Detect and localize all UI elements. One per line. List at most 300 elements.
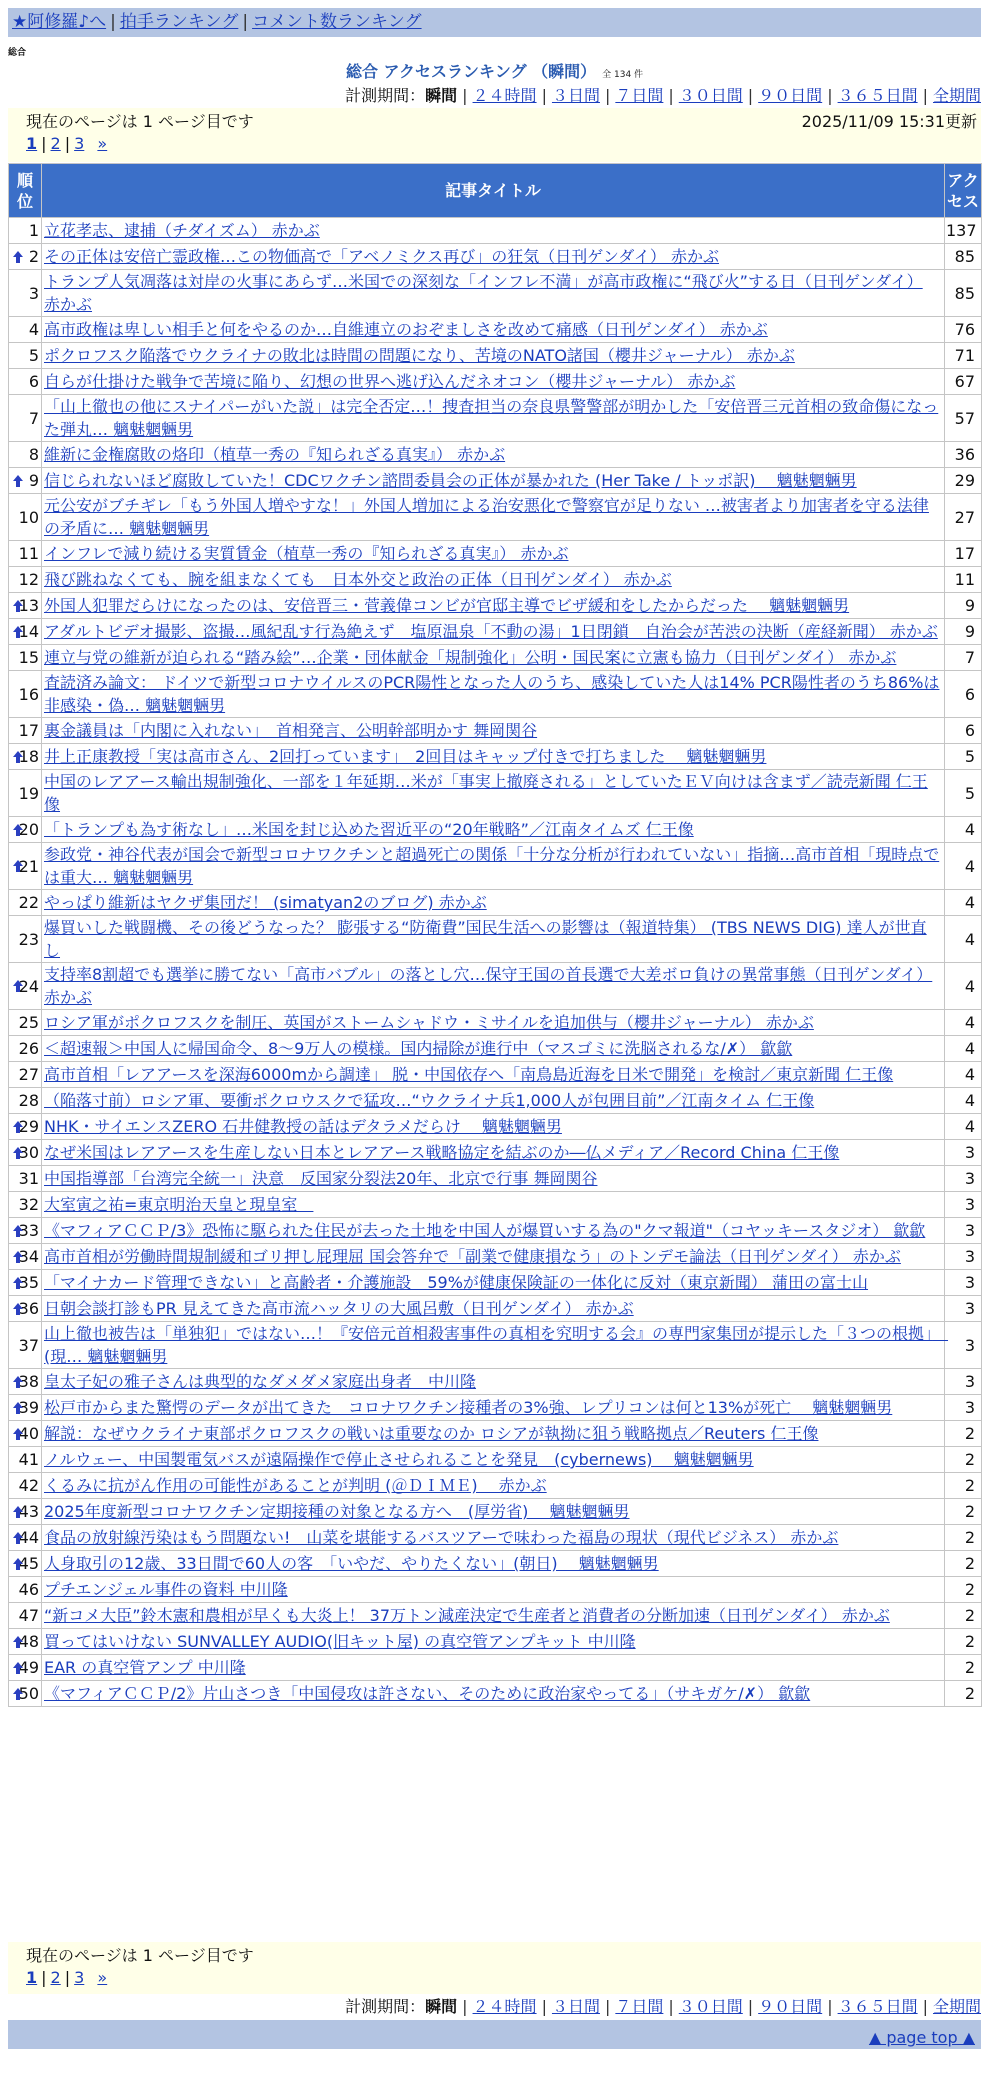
rank-number: 47 [18, 1606, 39, 1625]
article-title-link[interactable]: ポクロフスク陥落でウクライナの敗北は時間の問題になり、苦境のNATO諸国（櫻井ジャーナル） 赤かぶ [44, 346, 795, 365]
access-count: 4 [945, 1062, 982, 1088]
rank-cell [9, 1369, 42, 1395]
article-title-link[interactable]: 「山上徹也の他にスナイパーがいた説」は完全否定…！捜査担当の奈良県警警部が明かした「安倍晋三元首相の致命傷になった弾丸… 魑魅魍魎男 [44, 397, 939, 439]
title-cell [42, 1244, 945, 1270]
table-row [9, 1603, 982, 1629]
period-separator: | [747, 1997, 754, 2016]
access-count: 57 [945, 395, 982, 442]
rank-number: 24 [18, 976, 39, 996]
page-separator: | [64, 134, 71, 153]
title-cell [42, 395, 945, 442]
rank-number: 28 [18, 1091, 39, 1110]
table-row [9, 1369, 982, 1395]
table-row [9, 963, 982, 1010]
title-cell [42, 843, 945, 890]
table-row [9, 619, 982, 645]
title-cell [42, 468, 945, 494]
article-title-link[interactable]: 支持率8割超でも選挙に勝てない「高市バブル」の落とし穴…保守王国の首長選で大差ボロ負けの異常事態（日刊ゲンダイ） 赤かぶ [44, 965, 933, 1007]
nav-link-asyura[interactable]: ★阿修羅♪へ [12, 12, 107, 32]
rank-cell [9, 1447, 42, 1473]
access-count: 2 [945, 1525, 982, 1551]
table-row [9, 671, 982, 718]
rank-number: 41 [18, 1450, 39, 1469]
article-title-link[interactable]: 大室寅之祐=東京明治天皇と現皇室 [44, 1195, 314, 1214]
table-row [9, 770, 982, 817]
access-count: 3 [945, 1322, 982, 1369]
period-selector-bottom [345, 1996, 981, 2018]
title-cell [42, 671, 945, 718]
access-count: 7 [945, 645, 982, 671]
title-cell [42, 244, 945, 270]
rank-cell [9, 671, 42, 718]
access-count: 3 [945, 1218, 982, 1244]
nav-link-comment-ranking[interactable]: コメント数ランキング [252, 12, 422, 32]
table-row [9, 1166, 982, 1192]
table-row [9, 567, 982, 593]
article-title-link[interactable]: 外国人犯罪だらけになったのは、安倍晋三・菅義偉コンビが官邸主導でビザ緩和をしたからだった 魑魅魍魎男 [44, 596, 850, 615]
table-row [9, 817, 982, 843]
rank-cell [9, 770, 42, 817]
title-cell [42, 1369, 945, 1395]
rank-cell [9, 1088, 42, 1114]
page-info-bottom [8, 1942, 981, 1994]
table-row [9, 1010, 982, 1036]
article-title-link[interactable]: 《マフィアＣＣＰ/3》恐怖に駆られた住民が去った土地を中国人が爆買いする為の"クマ報道"（コヤッキースタジオ） 歙歙 [44, 1221, 926, 1240]
article-title-link[interactable]: やっぱり維新はヤクザ集団だ！ (simatyan2のブログ) 赤かぶ [44, 893, 487, 912]
access-count: 3 [945, 1140, 982, 1166]
page-link-3[interactable]: 3 [74, 1968, 85, 1987]
period-separator: | [922, 1997, 928, 2016]
title-cell [42, 541, 945, 567]
table-row [9, 1114, 982, 1140]
period-separator: | [541, 1997, 547, 2016]
period-label: 計測期間： [345, 86, 426, 105]
period-separator: | [462, 1997, 468, 2016]
access-count: 2 [945, 1421, 982, 1447]
title-cell [42, 645, 945, 671]
table-row [9, 1192, 982, 1218]
table-header-row [9, 164, 982, 218]
rank-cell [9, 218, 42, 244]
rank-number: 45 [18, 1554, 39, 1573]
table-row [9, 494, 982, 541]
title-cell [42, 817, 945, 843]
rank-cell [9, 494, 42, 541]
access-count: 4 [945, 1088, 982, 1114]
period-link[interactable]: ３０日間 [678, 1997, 743, 2016]
rank-number: 7 [28, 408, 39, 428]
article-title-link[interactable]: ノルウェー、中国製電気バスが遠隔操作で停止させられることを発見 (cybernews) 魑魅魍魎男 [44, 1450, 754, 1469]
article-title-link[interactable]: 松戸市からまた驚愕のデータが出てきた コロナワクチン接種者の3%強、レプリコンは何と13%が死亡 魑魅魍魎男 [44, 1398, 893, 1417]
article-title-link[interactable]: 日朝会談打診もPR 見えてきた高市流ハッタリの大風呂敷（日刊ゲンダイ） 赤かぶ [44, 1299, 634, 1318]
table-row [9, 593, 982, 619]
page-link-2[interactable]: 2 [50, 134, 61, 153]
period-link[interactable]: 全期間 [932, 86, 981, 105]
access-count: 29 [945, 468, 982, 494]
title-cell [42, 369, 945, 395]
page-link-1[interactable]: 1 [26, 1968, 38, 1987]
article-title-link[interactable]: 飛び跳ねなくても、腕を組まなくても 日本外交と政治の正体（日刊ゲンダイ） 赤かぶ [44, 570, 672, 589]
access-count: 11 [945, 567, 982, 593]
article-title-link[interactable]: 連立与党の維新が迫られる“踏み絵”…企業・団体献金「規制強化」公明・国民案に立憲も協力（日刊ゲンダイ） 赤かぶ [44, 648, 897, 667]
rank-cell [9, 619, 42, 645]
period-item-current: 瞬間 [425, 86, 458, 105]
title-cell [42, 1062, 945, 1088]
period-label: 計測期間： [345, 1997, 426, 2016]
title-cell [42, 1551, 945, 1577]
header-access: アクセス [945, 164, 982, 218]
period-separator: | [462, 86, 468, 105]
rank-number: 22 [18, 893, 39, 912]
access-count: 2 [945, 1655, 982, 1681]
rank-number: 46 [18, 1580, 39, 1599]
article-title-link[interactable]: 立花孝志、逮捕（チダイズム） 赤かぶ [44, 221, 320, 240]
rank-number: 9 [28, 471, 39, 490]
table-row [9, 1140, 982, 1166]
title-cell [42, 1395, 945, 1421]
article-title-link[interactable]: 食品の放射線汚染はもう問題ない! 山菜を堪能するバスツアーで味わった福島の現状（現代ビジネス） 赤かぶ [44, 1528, 839, 1547]
period-separator: | [922, 86, 928, 105]
table-row [9, 1218, 982, 1244]
period-link[interactable]: ３０日間 [678, 86, 743, 105]
access-count: 27 [945, 494, 982, 541]
rank-cell [9, 343, 42, 369]
article-title-link[interactable]: 井上正康教授「実は高市さん、2回打っています」 2回目はキャップ付きで打ちました 魑魅魍魎男 [44, 747, 767, 766]
rank-number: 23 [18, 929, 39, 949]
rank-number: 32 [18, 1195, 39, 1214]
period-separator: | [747, 86, 754, 105]
rank-cell [9, 1270, 42, 1296]
article-title-link[interactable]: EAR の真空管アンプ 中川隆 [44, 1658, 246, 1677]
title-cell [42, 1192, 945, 1218]
rank-cell [9, 567, 42, 593]
rank-cell [9, 1062, 42, 1088]
rank-number: 49 [18, 1658, 39, 1677]
rank-cell [9, 468, 42, 494]
table-row [9, 1551, 982, 1577]
rank-cell [9, 317, 42, 343]
access-count: 6 [945, 718, 982, 744]
article-title-link[interactable]: 査読済み論文： ドイツで新型コロナウイルスのPCR陽性となった人のうち、感染していた人は14% PCR陽性者のうち86%は非感染・偽… 魑魅魍魎男 [44, 673, 940, 715]
table-row [9, 1395, 982, 1421]
table-row [9, 270, 982, 317]
page-link-1[interactable]: 1 [26, 134, 38, 153]
article-title-link[interactable]: 高市首相「レアアースを深海6000mから調達」 脱・中国依存へ「南鳥島近海を日米で開発」を検討／東京新聞 仁王像 [44, 1065, 894, 1084]
access-count: 2 [945, 1473, 982, 1499]
rank-number: 39 [18, 1398, 39, 1417]
access-count: 4 [945, 963, 982, 1010]
table-row [9, 343, 982, 369]
title-cell [42, 1218, 945, 1244]
category-tag: 総合 [8, 48, 27, 58]
page-next-link[interactable]: » [97, 1968, 108, 1987]
article-title-link[interactable]: インフレで減り続ける実質賃金（植草一秀の『知られざる真実』） 赤かぶ [44, 544, 569, 563]
title-cell [42, 1525, 945, 1551]
article-title-link[interactable]: 「トランプも為す術なし」…米国を封じ込めた習近平の“20年戦略”／江南タイムズ 仁王像 [44, 820, 694, 839]
rank-number: 50 [18, 1684, 39, 1703]
table-row [9, 645, 982, 671]
rank-number: 4 [28, 320, 39, 339]
article-title-link[interactable]: 元公安がブチギレ「もう外国人増やすな！」外国人増加による治安悪化で警察官が足りない …被害者より加害者を守る法律の矛盾に… 魑魅魍魎男 [44, 496, 929, 538]
rank-cell [9, 718, 42, 744]
rank-cell [9, 1296, 42, 1322]
rank-number: 21 [18, 856, 39, 876]
rank-cell [9, 1499, 42, 1525]
rank-cell [9, 442, 42, 468]
article-title-link[interactable]: 2025年度新型コロナワクチン定期接種の対象となる方へ (厚労省) 魑魅魍魎男 [44, 1502, 630, 1521]
access-count: 137 [945, 218, 982, 244]
title-cell [42, 1036, 945, 1062]
table-row [9, 744, 982, 770]
title-cell [42, 718, 945, 744]
title-cell [42, 567, 945, 593]
table-row [9, 1244, 982, 1270]
access-count: 6 [945, 671, 982, 718]
title-cell [42, 442, 945, 468]
rank-number: 34 [18, 1247, 39, 1266]
title-cell [42, 593, 945, 619]
top-nav-bar [8, 8, 981, 37]
access-count: 2 [945, 1499, 982, 1525]
table-row [9, 1473, 982, 1499]
title-cell [42, 916, 945, 963]
rank-number: 11 [18, 544, 39, 563]
table-row [9, 1036, 982, 1062]
rank-cell [9, 369, 42, 395]
period-link[interactable]: 全期間 [932, 1997, 981, 2016]
rank-number: 5 [28, 346, 39, 365]
table-row [9, 1421, 982, 1447]
rank-number: 33 [18, 1221, 39, 1240]
rank-cell [9, 541, 42, 567]
title-cell [42, 1166, 945, 1192]
table-row [9, 317, 982, 343]
access-count: 67 [945, 369, 982, 395]
article-title-link[interactable]: ＜超速報＞中国人に帰国命令、8～9万人の模様。国内掃除が進行中（マスゴミに洗脳されるな/✗） 歙歙 [44, 1039, 793, 1058]
article-title-link[interactable]: 爆買いした戦闘機、その後どうなった？ 膨張する“防衛費”国民生活への影響は（報道特集） (TBS NEWS DIG) 達人が世直し [44, 918, 927, 960]
rank-number: 44 [18, 1528, 39, 1547]
article-title-link[interactable]: アダルトビデオ撮影、盗撮…風紀乱す行為絶えず 塩原温泉「不動の湯」1日閉鎖 自治会が苦渋の決断（産経新聞） 赤かぶ [44, 622, 938, 641]
article-title-link[interactable]: 裏金議員は「内閣に入れない」 首相発言、公明幹部明かす 舞岡関谷 [44, 721, 538, 740]
rank-cell [9, 1655, 42, 1681]
table-row [9, 468, 982, 494]
period-link[interactable]: ３日間 [551, 1997, 600, 2016]
article-title-link[interactable]: 「マイナカード管理できない」と高齢者・介護施設 59%が健康保険証の一体化に反対（東京新聞） 蒲田の富士山 [44, 1273, 869, 1292]
article-title-link[interactable]: なぜ米国はレアアースを生産しない日本とレアアース戦略協定を結ぶのか―仏メディア／Record China 仁王像 [44, 1143, 840, 1162]
rank-number: 26 [18, 1039, 39, 1058]
article-title-link[interactable]: 《マフィアＣＣＰ/2》片山さつき「中国侵攻は許さない、そのために政治家やってる」（サキガケ/✗） 歙歙 [44, 1684, 811, 1703]
rank-cell [9, 645, 42, 671]
title-cell [42, 744, 945, 770]
title-cell [42, 1603, 945, 1629]
title-cell [42, 1088, 945, 1114]
period-link[interactable]: ２４時間 [472, 86, 537, 105]
article-title-link[interactable]: トランプ人気凋落は対岸の火事にあらず…米国での深刻な「インフレ不満」が高市政権に“飛び火”する日（日刊ゲンダイ） 赤かぶ [44, 272, 923, 314]
table-row [9, 541, 982, 567]
title-cell [42, 343, 945, 369]
header-rank: 順位 [9, 164, 42, 218]
period-separator: | [604, 1997, 611, 2016]
access-count: 5 [945, 770, 982, 817]
title-cell [42, 218, 945, 244]
table-row [9, 1296, 982, 1322]
page-separator: | [64, 1968, 71, 1987]
table-row [9, 718, 982, 744]
nav-separator: | [110, 12, 116, 32]
article-title-link[interactable]: 人身取引の12歳、33日間で60人の客 「いやだ、やりたくない」(朝日) 魑魅魍魎男 [44, 1554, 659, 1573]
page-separator: | [41, 1968, 47, 1987]
rank-cell [9, 817, 42, 843]
rank-cell [9, 1322, 42, 1369]
rank-number: 20 [18, 820, 39, 839]
title-cell [42, 1473, 945, 1499]
period-link[interactable]: ２４時間 [472, 1997, 537, 2016]
rank-cell [9, 744, 42, 770]
table-row [9, 916, 982, 963]
access-count: 3 [945, 1270, 982, 1296]
article-title-link[interactable]: 高市首相が労働時間規制緩和ゴリ押し屁理屈 国会答弁で「副業で健康損なう」のトンデモ論法（日刊ゲンダイ） 赤かぶ [44, 1247, 901, 1266]
rank-number: 12 [18, 570, 39, 589]
footer-bar [8, 2020, 981, 2049]
rank-number: 15 [18, 648, 39, 667]
nav-link-applause-ranking[interactable]: 拍手ランキング [119, 12, 239, 32]
rank-cell [9, 1010, 42, 1036]
table-row [9, 1525, 982, 1551]
page-spacer [88, 1968, 93, 1987]
access-count: 4 [945, 916, 982, 963]
title-cell [42, 1577, 945, 1603]
rank-cell [9, 1681, 42, 1707]
title-cell [42, 1681, 945, 1707]
table-row [9, 1322, 982, 1369]
period-separator: | [668, 1997, 674, 2016]
access-count: 2 [945, 1551, 982, 1577]
article-title-link[interactable]: 信じられないほど腐敗していた！CDCワクチン諮問委員会の正体が暴かれた (Her Take / トッポ訳) 魑魅魍魎男 [44, 471, 857, 490]
article-title-link[interactable]: 山上徹也被告は「単独犯」ではない…！『安倍元首相殺害事件の真相を究明する会』の専門家集団が提示した「３つの根拠」 (現… 魑魅魍魎男 [44, 1324, 949, 1366]
updated-timestamp: 2025/11/09 15:31更新 [801, 112, 977, 131]
title-cell [42, 1655, 945, 1681]
table-row [9, 369, 982, 395]
rank-cell [9, 1114, 42, 1140]
access-count: 2 [945, 1603, 982, 1629]
access-count: 3 [945, 1296, 982, 1322]
table-row [9, 1088, 982, 1114]
period-separator: | [827, 1997, 833, 2016]
article-title-link[interactable]: 中国のレアアース輸出規制強化、一部を１年延期…米が「事実上撤廃される」としていたＥＶ向けは含まず／読売新聞 仁王像 [44, 772, 928, 814]
title-cell [42, 1010, 945, 1036]
table-row [9, 1447, 982, 1473]
rank-number: 29 [18, 1117, 39, 1136]
rank-cell [9, 1140, 42, 1166]
rank-cell [9, 1525, 42, 1551]
article-title-link[interactable]: “新コメ大臣”鈴木憲和農相が早くも大炎上！ 37万トン減産決定で生産者と消費者の分断加速（日刊ゲンダイ） 赤かぶ [44, 1606, 890, 1625]
period-link[interactable]: ３６５日間 [837, 86, 918, 105]
title-cell [42, 890, 945, 916]
article-title-link[interactable]: 解説：なぜウクライナ東部ポクロフスクの戦いは重要なのか ロシアが執拗に狙う戦略拠点／Reuters 仁王像 [44, 1424, 819, 1443]
title-cell [42, 963, 945, 1010]
period-link[interactable]: ７日間 [615, 86, 664, 105]
rank-number: 48 [18, 1632, 39, 1651]
page-link-3[interactable]: 3 [74, 134, 85, 153]
rank-number: 17 [18, 721, 39, 740]
title-cell [42, 494, 945, 541]
rank-cell [9, 843, 42, 890]
access-count: 2 [945, 1681, 982, 1707]
rank-cell [9, 270, 42, 317]
article-title-link[interactable]: プチエンジェル事件の資料 中川隆 [44, 1580, 288, 1599]
article-title-link[interactable]: 自らが仕掛けた戦争で苦境に陥り、幻想の世界へ逃げ込んだネオコン（櫻井ジャーナル） 赤かぶ [44, 372, 736, 391]
ranking-table [8, 163, 982, 1707]
page-link-2[interactable]: 2 [50, 1968, 61, 1987]
access-count: 3 [945, 1244, 982, 1270]
article-title-link[interactable]: 中国指導部「台湾完全統一」決意 反国家分裂法20年、北京で行事 舞岡関谷 [44, 1169, 598, 1188]
page-top-link[interactable]: ▲ page top ▲ [868, 2028, 975, 2047]
access-count: 5 [945, 744, 982, 770]
rank-cell [9, 1166, 42, 1192]
page-next-link[interactable]: » [97, 134, 108, 153]
header-title: 記事タイトル [42, 164, 945, 218]
period-link[interactable]: ３６５日間 [837, 1997, 918, 2016]
rank-number: 37 [18, 1335, 39, 1355]
period-separator: | [541, 86, 547, 105]
rank-cell [9, 1244, 42, 1270]
rank-number: 38 [18, 1372, 39, 1391]
article-title-link[interactable]: 高市政権は卑しい相手と何をやるのか…自維連立のおぞましさを改めて痛感（日刊ゲンダイ） 赤かぶ [44, 320, 768, 339]
access-count: 4 [945, 1114, 982, 1140]
rank-number: 36 [18, 1299, 39, 1318]
article-title-link[interactable]: その正体は安倍亡霊政権…この物価高で「アベノミクス再び」の狂気（日刊ゲンダイ） 赤かぶ [44, 247, 720, 266]
title-text: 総合 アクセスランキング （瞬間） [345, 62, 597, 81]
article-title-link[interactable]: （陥落寸前）ロシア軍、要衝ポクロウスクで猛攻…“ウクライナ兵1,000人が包囲目前”／江南タイム 仁王像 [44, 1091, 815, 1110]
rank-cell [9, 1551, 42, 1577]
rank-number: 30 [18, 1143, 39, 1162]
rank-number: 1 [28, 221, 39, 240]
rank-cell [9, 963, 42, 1010]
period-link[interactable]: ３日間 [551, 86, 600, 105]
rank-number: 10 [18, 507, 39, 527]
rank-cell [9, 1577, 42, 1603]
access-count: 85 [945, 244, 982, 270]
access-count: 3 [945, 1192, 982, 1218]
period-separator: | [827, 86, 833, 105]
title-cell [42, 1296, 945, 1322]
period-link[interactable]: ９０日間 [758, 1997, 823, 2016]
article-title-link[interactable]: NHK・サイエンスZERO 石井健教授の話はデタラメだらけ 魑魅魍魎男 [44, 1117, 562, 1136]
rank-number: 14 [18, 622, 39, 641]
article-title-link[interactable]: 皇太子妃の雅子さんは典型的なダメダメ家庭出身者 中川隆 [44, 1372, 477, 1391]
rank-number: 40 [18, 1424, 39, 1443]
current-page-text: 現在のページは 1 ページ目です [26, 112, 254, 131]
pagination [26, 1967, 981, 1989]
article-title-link[interactable]: 参政党・神谷代表が国会で新型コロナワクチンと超過死亡の関係「十分な分析が行われていない」指摘…高市首相「現時点では重大… 魑魅魍魎男 [44, 845, 940, 887]
period-separator: | [668, 86, 674, 105]
rank-number: 35 [18, 1273, 39, 1292]
rank-cell [9, 1036, 42, 1062]
article-title-link[interactable]: ロシア軍がポクロフスクを制圧、英国がストームシャドウ・ミサイルを追加供与（櫻井ジャーナル） 赤かぶ [44, 1013, 814, 1032]
title-cell [42, 619, 945, 645]
title-cell [42, 1447, 945, 1473]
access-count: 3 [945, 1166, 982, 1192]
article-title-link[interactable]: 買ってはいけない SUNVALLEY AUDIO(旧キット屋) の真空管アンプキット 中川隆 [44, 1632, 636, 1651]
period-link[interactable]: ９０日間 [758, 86, 823, 105]
period-link[interactable]: ７日間 [615, 1997, 664, 2016]
rank-number: 42 [18, 1476, 39, 1495]
rank-cell [9, 1473, 42, 1499]
table-row [9, 218, 982, 244]
article-title-link[interactable]: くるみに抗がん作用の可能性があることが判明 (＠ＤＩＭＥ) 赤かぶ [44, 1476, 547, 1495]
article-title-link[interactable]: 維新に金権腐敗の烙印（植草一秀の『知られざる真実』） 赤かぶ [44, 445, 506, 464]
table-row [9, 395, 982, 442]
